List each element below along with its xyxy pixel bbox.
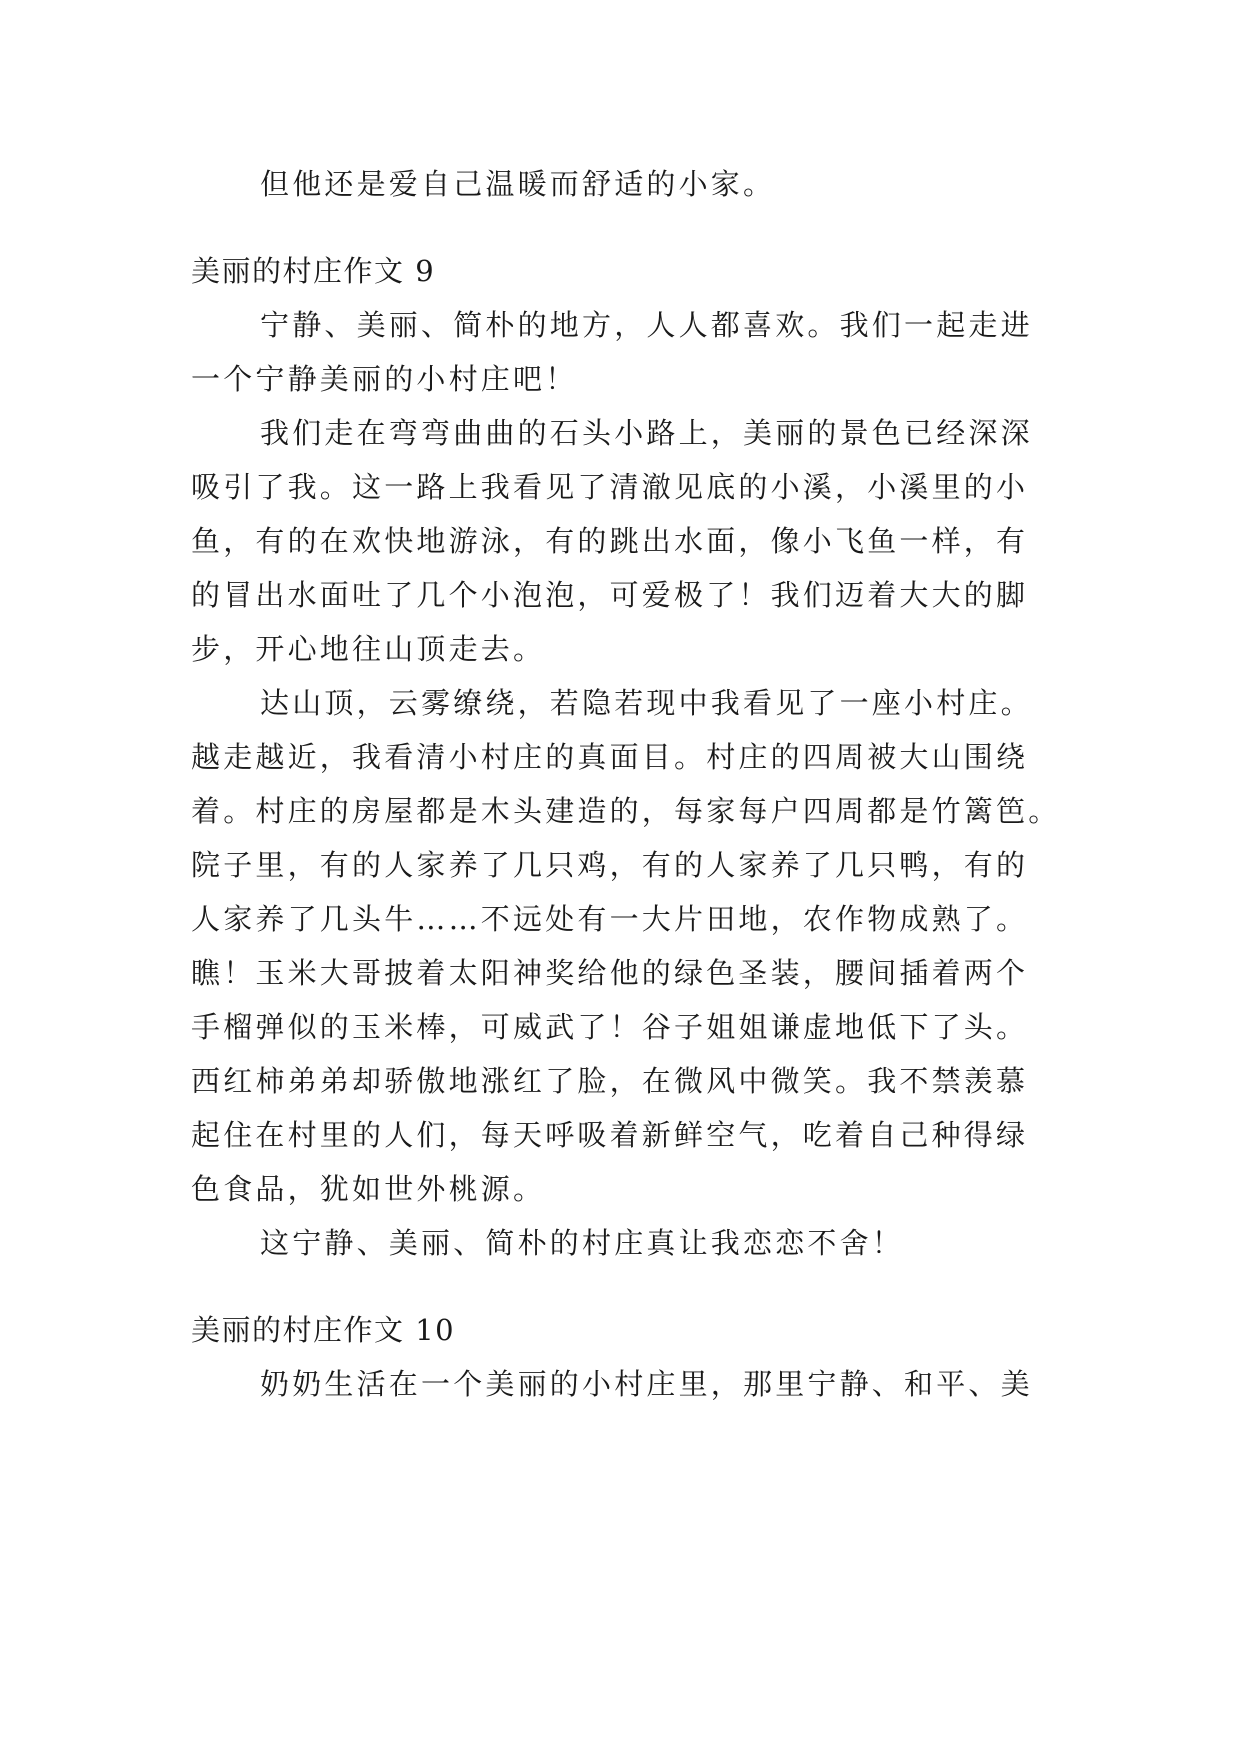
paragraph-line: 宁静、美丽、简朴的地方，人人都喜欢。我们一起走进 bbox=[260, 308, 1033, 342]
paragraph-line: 西红柿弟弟却骄傲地涨红了脸，在微风中微笑。我不禁羡慕 bbox=[191, 1064, 1029, 1098]
paragraph-line: 鱼，有的在欢快地游泳，有的跳出水面，像小飞鱼一样，有 bbox=[191, 524, 1029, 558]
paragraph-line: 着。村庄的房屋都是木头建造的，每家每户四周都是竹篱笆。 bbox=[191, 794, 1061, 828]
paragraph-line: 越走越近，我看清小村庄的真面目。村庄的四周被大山围绕 bbox=[191, 740, 1029, 774]
paragraph-line: 步，开心地往山顶走去。 bbox=[191, 632, 546, 666]
section-title: 美丽的村庄作文 10 bbox=[191, 1313, 456, 1347]
paragraph-line: 手榴弹似的玉米棒，可威武了！谷子姐姐谦虚地低下了头。 bbox=[191, 1010, 1029, 1044]
paragraph-line: 的冒出水面吐了几个小泡泡，可爱极了！我们迈着大大的脚 bbox=[191, 578, 1029, 612]
section-title: 美丽的村庄作文 9 bbox=[191, 254, 436, 288]
paragraph-line: 吸引了我。这一路上我看见了清澈见底的小溪，小溪里的小 bbox=[191, 470, 1029, 504]
paragraph-line: 我们走在弯弯曲曲的石头小路上，美丽的景色已经深深 bbox=[260, 416, 1033, 450]
paragraph-line: 瞧！玉米大哥披着太阳神奖给他的绿色圣装，腰间插着两个 bbox=[191, 956, 1029, 990]
paragraph-line: 色食品，犹如世外桃源。 bbox=[191, 1172, 546, 1206]
paragraph-line: 达山顶，云雾缭绕，若隐若现中我看见了一座小村庄。 bbox=[260, 686, 1033, 720]
paragraph-line: 奶奶生活在一个美丽的小村庄里，那里宁静、和平、美 bbox=[260, 1367, 1033, 1401]
paragraph-line: 一个宁静美丽的小村庄吧！ bbox=[191, 362, 578, 396]
paragraph-line: 院子里，有的人家养了几只鸡，有的人家养了几只鸭，有的 bbox=[191, 848, 1029, 882]
paragraph-line: 但他还是爱自己温暖而舒适的小家。 bbox=[260, 167, 776, 201]
paragraph-line: 这宁静、美丽、简朴的村庄真让我恋恋不舍！ bbox=[260, 1226, 905, 1260]
paragraph-line: 起住在村里的人们，每天呼吸着新鲜空气，吃着自己种得绿 bbox=[191, 1118, 1029, 1152]
paragraph-line: 人家养了几头牛……不远处有一大片田地，农作物成熟了。 bbox=[191, 902, 1029, 936]
